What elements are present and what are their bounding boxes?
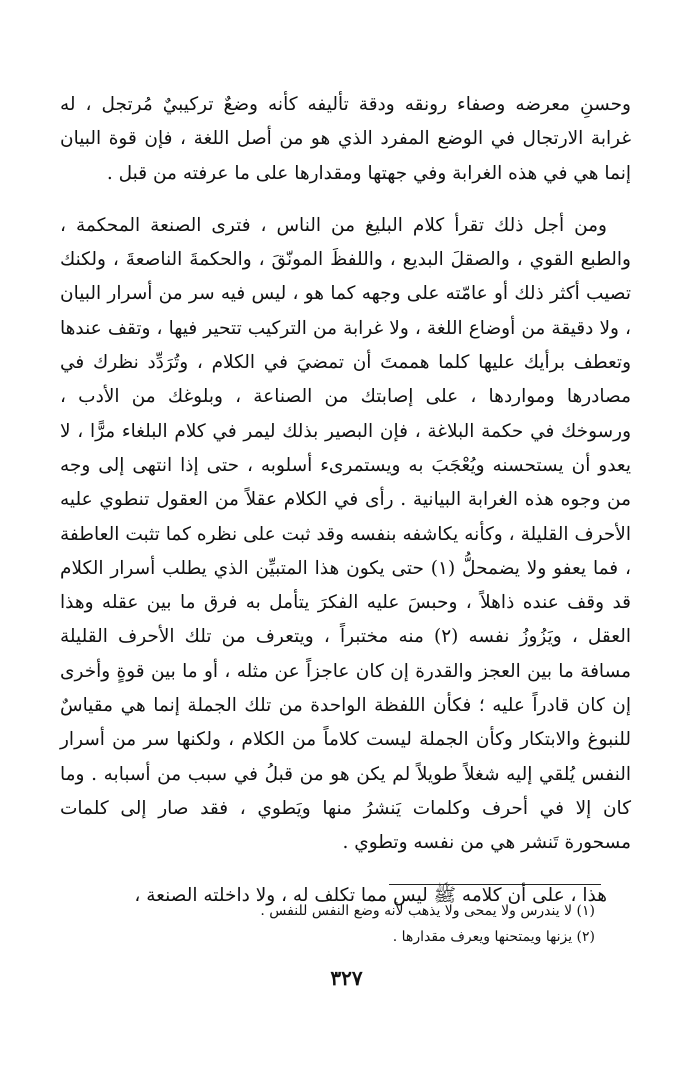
main-text: [60, 88, 631, 913]
footnote-2: (٢) يزنها ويمتحنها ويعرف مقدارها .: [392, 929, 595, 945]
footnote-1: (١) لا يندرس ولا يمحى ولا يذهب لأنه وضع النفس للنفس .: [260, 903, 595, 919]
footnote-separator: [389, 884, 601, 885]
paragraph-closing: هذا ، على أن كلامه ﷺ ليس مما تكلف له ، ولا داخلته الصنعة ،: [134, 884, 607, 906]
page-number: ٣٢٧: [330, 966, 363, 990]
footnotes: [95, 898, 595, 950]
paragraph-continuation: وحسنِ معرضه وصفاء رونقه ودقة تأليفه كأنه وضعٌ تركيبيٌ مُرتجل ، له غرابة الارتجال في الوضع المفرد الذي هو من أصل اللغة ، فإن قوة البيان إنما هي في هذه الغرابة وفي جهتها ومقدارها على ما عرفته من قبل .: [60, 94, 631, 184]
paragraph-main: ومن أجل ذلك تقرأ كلام البليغ من الناس ، فترى الصنعة المحكمة ، والطبع القوي ، والصقلَ البديع ، واللفظَ المونّقَ ، والحكمةَ الناصعةَ ، ولكنك تصيب أكثر ذلك أو عامّته على وجهه كما هو ، ليس فيه سر من أسرار البيان ، ولا دقيقة من أوضاع اللغة ، ولا غرابة من التركيب تتحير فيها ، وتقف عندها وتعطف برأيك عليها كلما هممتَ أن تمضيَ في الكلام ، وتُرَدِّد نظرك في مصادرها ومواردها ، على إصابتك من الصناعة ، وبلوغك من الأدب ، ورسوخك في حكمة البلاغة ، فإن البصير بذلك ليمر في كلام البلغاء مرًّا ، لا يعدو أن يستحسنه ويُعْجَبَ به ويستمرىء أسلوبه ، حتى إذا انتهى إلى وجه من وجوه هذه الغرابة البيانية . رأى في الكلام عقلاً من العقول تنطوي عليه الأحرف القليلة ، وكأنه يكاشفه بنفسه وقد ثبت على نظره كما تثبت العاطفة ، فما يعفو ولا يضمحلُّ (١) حتى يكون هذا المتبيِّن الذي يطلب أسرار الكلام قد وقف عنده ذاهلاً ، وحبسَ عليه الفكرَ يتأمل به فرق ما بين عقله وهذا العقل ، ويَزُوزُ نفسه (٢) منه مختبراً ، ويتعرف من تلك الأحرف القليلة مسافة ما بين العجز والقدرة إن كان عاجزاً عن مثله ، أو ما بين قوةٍ وأخرى إن كان قادراً عليه ؛ فكأن اللفظة الواحدة من تلك الجملة إنما هي مقياسٌ للنبوغ والابتكار وكأن الجملة ليست كلاماً من الكلام ، ولكنها سر من أسرار النفس يُلقي إليه شغلاً طويلاً لم يكن هو من قبلُ في سبب من أسبابه . وما كان إلا في أحرف وكلمات يَنشرُ منها ويَطوي ، فقد صار إلى كلمات مسحورة تَنشر هي من نفسه وتطوي .: [60, 214, 631, 854]
